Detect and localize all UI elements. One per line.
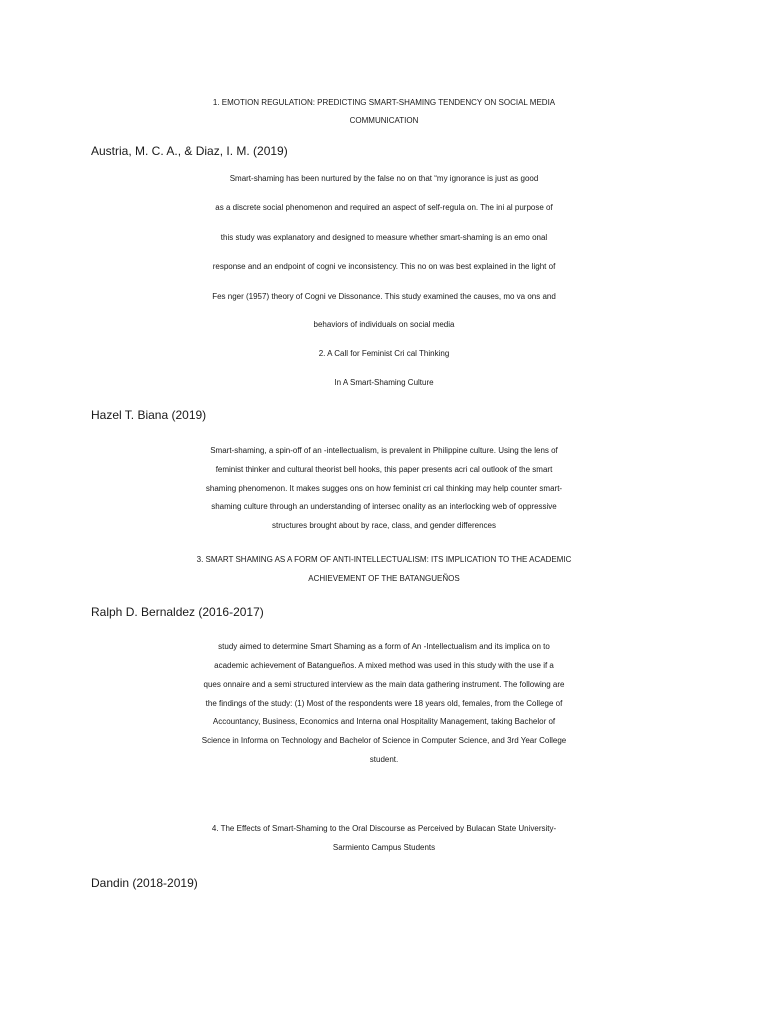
study-1-abstract-line-3: this study was explanatory and designed to measure whether smart-shaming is an emo onal [220,233,548,242]
study-3-abstract-line-7: student. [369,755,399,764]
study-3-abstract-line-5: Accountancy, Business, Economics and Interna onal Hospitality Management, taking Bachelor of [212,717,556,726]
study-3-title-line-1: 3. SMART SHAMING AS A FORM OF ANTI-INTELLECTUALISM: ITS IMPLICATION TO THE ACADEMIC [196,555,572,564]
study-1-abstract-line-5: Fes nger (1957) theory of Cogni ve Dissonance. This study examined the causes, mo va ons and [212,292,556,301]
study-2-abstract-line-5: structures brought about by race, class, and gender differences [272,521,496,530]
study-3-abstract-line-2: academic achievement of Batangueños. A mixed method was used in this study with the use if a [214,661,554,670]
study-2-title-line-2: In A Smart-Shaming Culture [334,378,434,387]
study-4-title-line-2: Sarmiento Campus Students [332,843,436,852]
study-1-title-line-1: 1. EMOTION REGULATION: PREDICTING SMART-SHAMING TENDENCY ON SOCIAL MEDIA [212,98,556,107]
study-3-abstract-line-1: study aimed to determine Smart Shaming as a form of An -Intellectualism and its implica on to [218,642,550,651]
study-3-abstract-line-6: Science in Informa on Technology and Bachelor of Science in Computer Science, and 3rd Year College [201,736,567,745]
study-2-abstract-line-2: feminist thinker and cultural theorist bell hooks, this paper presents acri cal outlook of the smart [215,465,553,474]
study-3-abstract-line-3: ques onnaire and a semi structured interview as the main data gathering instrument. The following are [203,680,565,689]
study-3-abstract-line-4: the findings of the study: (1) Most of the respondents were 18 years old, females, from the College of [205,699,563,708]
study-3-title-line-2: ACHIEVEMENT OF THE BATANGUEÑOS [308,574,460,583]
study-1-abstract-line-2: as a discrete social phenomenon and required an aspect of self-regula on. The ini al purpose of [215,203,553,212]
study-3-author: Ralph D. Bernaldez (2016-2017) [91,605,264,619]
study-4-author: Dandin (2018-2019) [91,876,198,890]
study-2-abstract-line-1: Smart-shaming, a spin-off of an -intellectualism, is prevalent in Philippine culture. Using the lens of [210,446,558,455]
study-2-abstract-line-4: shaming culture through an understanding of intersec onality as an interlocking web of oppressive [211,502,557,511]
study-2-author: Hazel T. Biana (2019) [91,408,207,422]
study-1-abstract-line-6: behaviors of individuals on social media [313,320,455,329]
study-1-abstract-line-4: response and an endpoint of cogni ve inconsistency. This no on was best explained in the light of [212,262,556,271]
study-4-title-line-1: 4. The Effects of Smart-Shaming to the Oral Discourse as Perceived by Bulacan State University- [211,824,557,833]
study-1-title-line-2: COMMUNICATION [349,116,419,125]
study-2-title-line-1: 2. A Call for Feminist Cri cal Thinking [318,349,450,358]
study-2-abstract-line-3: shaming phenomenon. It makes sugges ons on how feminist cri cal thinking may help counter smart- [205,484,563,493]
study-1-abstract-line-1: Smart-shaming has been nurtured by the false no on that “my ignorance is just as good [229,174,539,183]
study-1-author: Austria, M. C. A., & Diaz, I. M. (2019) [91,144,288,158]
